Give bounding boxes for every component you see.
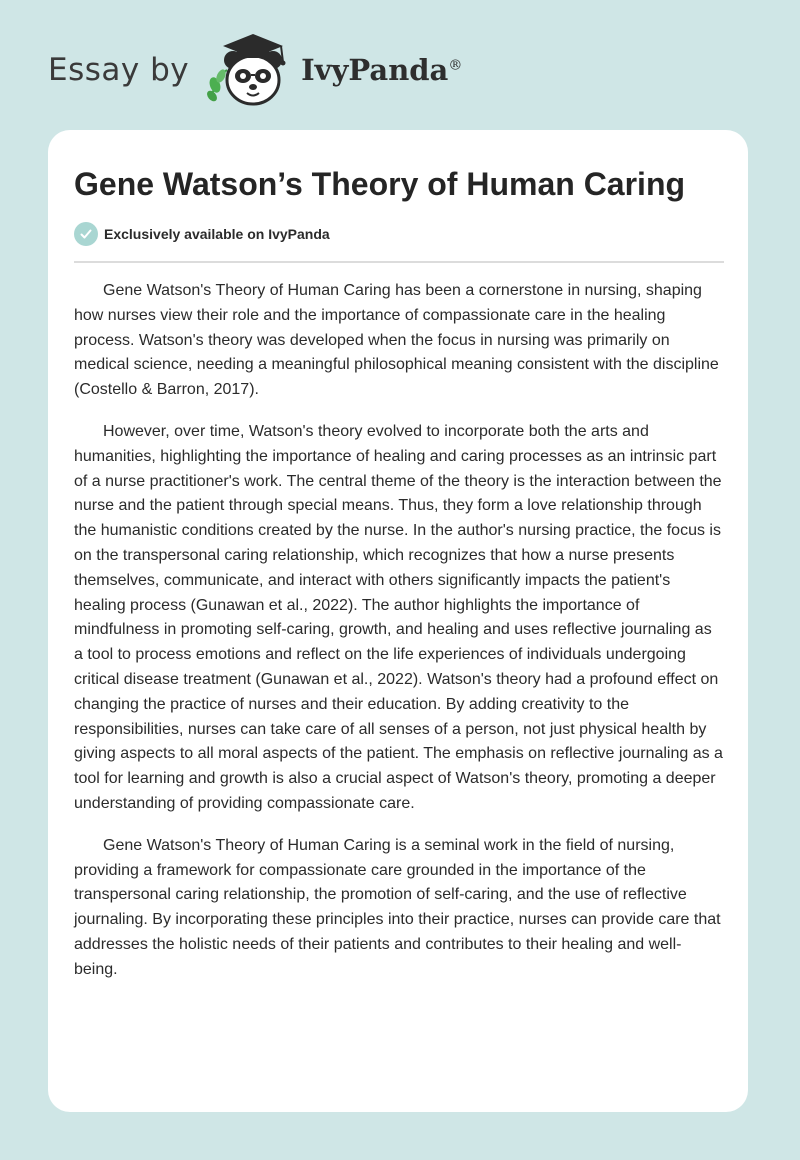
paragraph: Gene Watson's Theory of Human Caring is a seminal work in the field of nursing, providing a framework for compassionate care grounded in the importance of the transpersonal caring relationship, the promotion of self-caring, and the use of reflective journaling. By incorporating these principles into their practice, nurses can provide care that addresses the holistic needs of their patients and contributes to their healing and well-being. [74,836,721,978]
exclusive-badge [74,222,330,246]
registered-mark: ® [448,57,463,74]
paragraph: However, over time, Watson's theory evolved to incorporate both the arts and humanities, highlighting the importance of healing and caring processes as an intrinsic part of a nurse practitioner's work. The central theme of the theory is the interaction between the nurse and the patient through special means. Thus, they form a love relationship through the humanistic conditions created by the nurse. In the author's nursing practice, the focus is on the transpersonal caring relationship, which recognizes that how a nurse presents themselves, communicate, and interact with others significantly impacts the patient's healing process (Gunawan et al., 2022). The author highlights the importance of mindfulness in promoting self-caring, growth, and healing and uses reflective journaling as a tool to process emotions and reflect on the life experiences of individuals undergoing critical disease treatment (Gunawan et al., 2022). Watson's theory had a profound effect on changing the practice of nurses and their education. By adding creativity to the responsibilities, nurses can take care of all senses of a person, not just physical health by giving aspects to all moral aspects of the patient. The emphasis on reflective journaling as a tool for learning and growth is also a crucial aspect of Watson's theory, promoting a deeper understanding of providing compassionate care. [74,422,723,812]
exclusive-label: Exclusively available on IvyPanda [104,226,330,242]
ivypanda-logo-icon [203,30,299,110]
divider [74,261,724,263]
essay-by-label: Essay by [48,52,190,88]
paragraph: Gene Watson's Theory of Human Caring has been a cornerstone in nursing, shaping how nurses view their role and the importance of compassionate care in the healing process. Watson's theory was developed when the focus in nursing was primarily on medical science, needing a meaningful philosophical meaning consistent with the discipline (Costello & Barron, 2017). [74,282,719,399]
brand-name: IvyPanda® [301,53,463,87]
page-title: Gene Watson’s Theory of Human Caring [74,166,686,202]
site-header [48,30,462,110]
essay-card [48,130,748,1112]
check-icon [74,222,98,246]
essay-body [74,279,724,1000]
